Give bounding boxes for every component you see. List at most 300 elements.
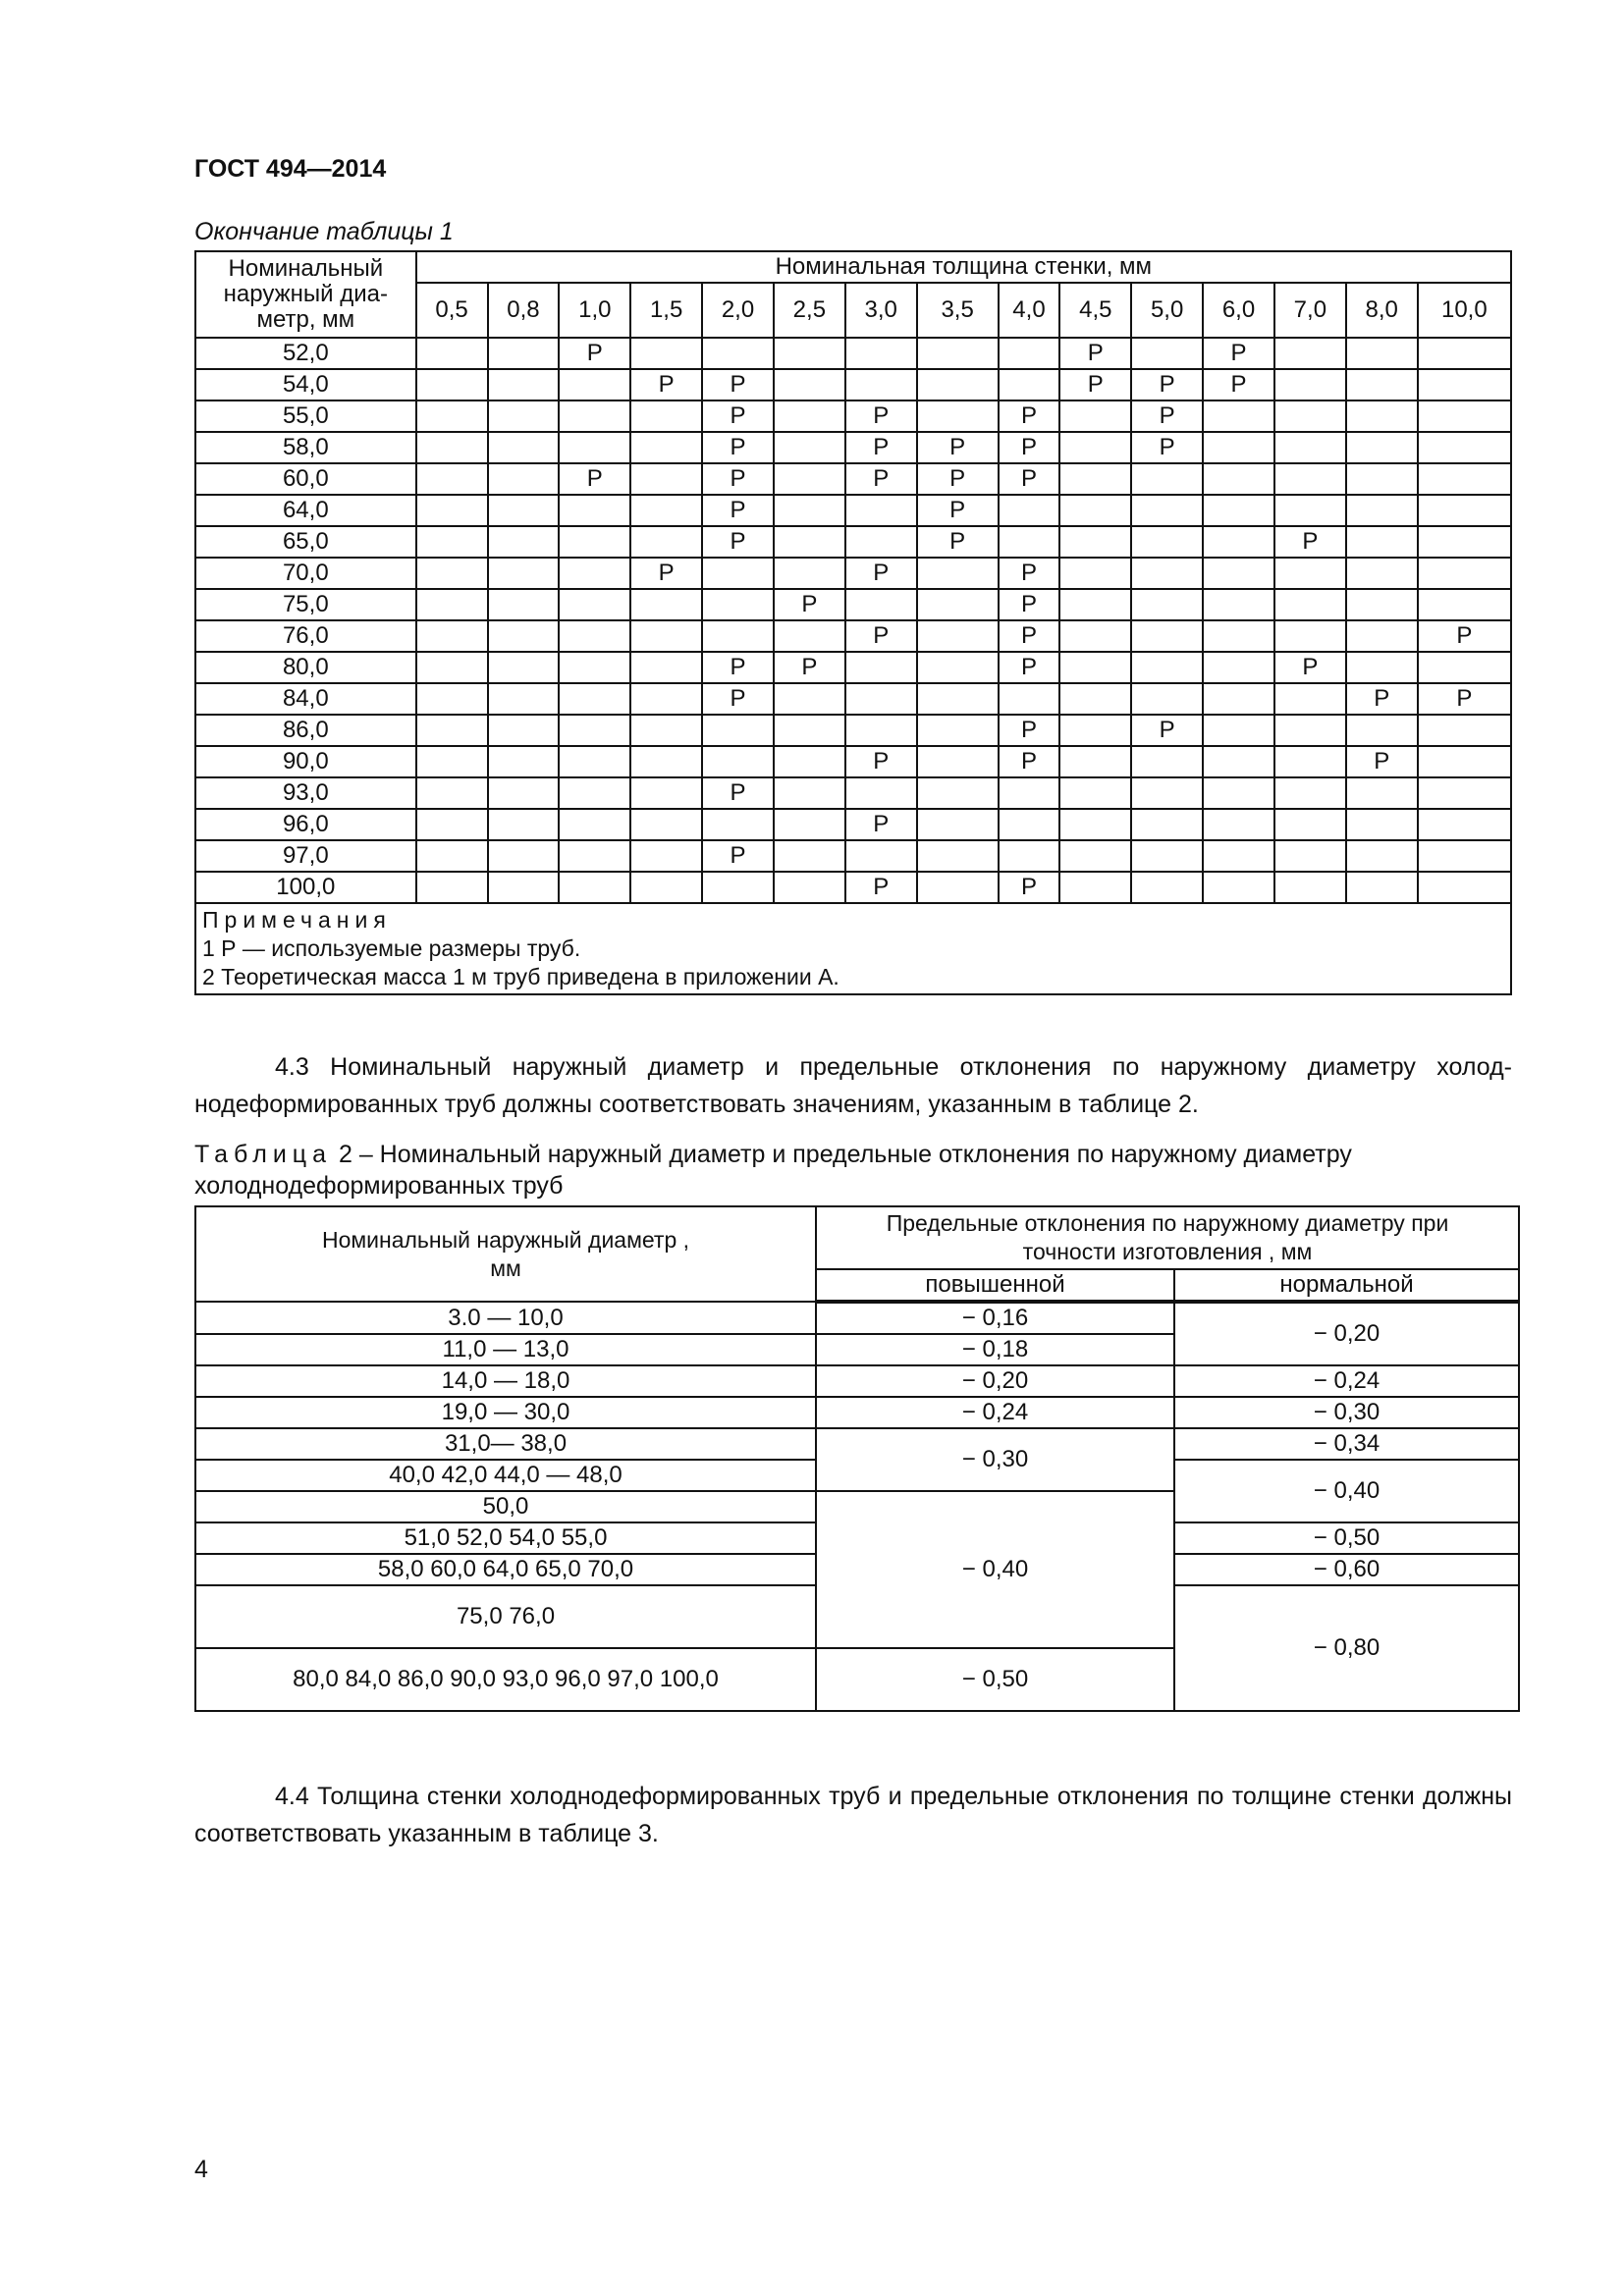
table1-thickness-header: 7,0 <box>1274 283 1346 338</box>
table1-mark-cell <box>774 463 845 495</box>
table1-mark-cell <box>559 809 630 840</box>
table1-mark-cell: Р <box>845 400 917 432</box>
table2-row-diameter: 40,0 42,0 44,0 — 48,0 <box>195 1460 816 1491</box>
table1-mark-cell <box>774 715 845 746</box>
table1-mark-cell <box>559 872 630 903</box>
table2-caption: Таблица 2 – Номинальный наружный диаметр и предельные отклонения по наружному диаметру холоднодеформированных труб <box>194 1141 1352 1200</box>
table1-mark-cell <box>559 746 630 777</box>
table1-mark-cell <box>1203 872 1274 903</box>
table1-mark-cell: Р <box>702 463 774 495</box>
table2-row-normal: − 0,40 <box>1174 1460 1519 1522</box>
table1-mark-cell <box>1418 558 1511 589</box>
table1-diameter-cell: 58,0 <box>195 432 416 463</box>
table1-mark-cell <box>845 840 917 872</box>
table2-row-normal: − 0,50 <box>1174 1522 1519 1554</box>
table1-mark-cell <box>1418 432 1511 463</box>
table1-mark-cell <box>1346 432 1418 463</box>
table1-mark-cell <box>917 777 999 809</box>
table1-mark-cell: Р <box>917 526 999 558</box>
table1-mark-cell <box>1346 589 1418 620</box>
table1-caption: Окончание таблицы 1 <box>194 218 454 245</box>
table1-row <box>195 495 1511 526</box>
table1-mark-cell <box>917 872 999 903</box>
table1-mark-cell <box>917 652 999 683</box>
table1-mark-cell <box>488 652 560 683</box>
table1-mark-cell: Р <box>1131 715 1203 746</box>
table1-diameter-cell: 80,0 <box>195 652 416 683</box>
table1-mark-cell: Р <box>845 620 917 652</box>
table1-mark-cell <box>1059 840 1131 872</box>
table1 <box>194 250 1512 995</box>
table1-mark-cell: Р <box>1131 432 1203 463</box>
table1-mark-cell <box>1203 652 1274 683</box>
table1-mark-cell <box>845 369 917 400</box>
table1-mark-cell: Р <box>1346 746 1418 777</box>
table1-mark-cell: Р <box>999 746 1060 777</box>
paragraph-4-4: 4.4 Толщина стенки холоднодеформированных труб и предельные отклонения по толщине стенки должны соответствовать указанным в таблице 3. <box>194 1783 1512 1847</box>
table1-mark-cell <box>559 620 630 652</box>
table2-row-increased: − 0,30 <box>816 1428 1174 1491</box>
table2-row-normal: − 0,30 <box>1174 1397 1519 1428</box>
table1-mark-cell <box>1418 840 1511 872</box>
table1-mark-cell <box>1418 872 1511 903</box>
table1-thickness-group-header: Номинальная толщина стенки, мм <box>416 251 1511 283</box>
table1-mark-cell <box>999 809 1060 840</box>
table1-mark-cell <box>1203 746 1274 777</box>
table1-mark-cell: Р <box>702 683 774 715</box>
table1-mark-cell <box>1203 589 1274 620</box>
table1-mark-cell <box>774 432 845 463</box>
table2-row-increased: − 0,20 <box>816 1365 1174 1397</box>
table1-mark-cell <box>999 526 1060 558</box>
table2-row-diameter: 75,0 76,0 <box>195 1585 816 1648</box>
table1-mark-cell <box>1418 463 1511 495</box>
table1-mark-cell <box>1274 715 1346 746</box>
table1-mark-cell: Р <box>845 432 917 463</box>
table1-row <box>195 369 1511 400</box>
table1-mark-cell <box>1203 840 1274 872</box>
table1-mark-cell: Р <box>702 432 774 463</box>
table1-mark-cell: Р <box>1346 683 1418 715</box>
table1-mark-cell <box>559 369 630 400</box>
table1-row <box>195 652 1511 683</box>
table1-mark-cell: Р <box>559 463 630 495</box>
table1-mark-cell <box>488 872 560 903</box>
table1-mark-cell <box>917 809 999 840</box>
table1-mark-cell <box>488 369 560 400</box>
table1-mark-cell <box>559 840 630 872</box>
table1-mark-cell <box>630 400 702 432</box>
table1-mark-cell <box>488 558 560 589</box>
table2-row-normal: − 0,20 <box>1174 1302 1519 1365</box>
table1-mark-cell <box>1418 589 1511 620</box>
table2-row-increased: − 0,50 <box>816 1648 1174 1711</box>
table1-mark-cell <box>559 526 630 558</box>
table2-row-normal: − 0,34 <box>1174 1428 1519 1460</box>
table1-mark-cell: Р <box>999 652 1060 683</box>
table1-mark-cell: Р <box>630 558 702 589</box>
table1-mark-cell <box>1274 400 1346 432</box>
table1-mark-cell <box>1131 589 1203 620</box>
table1-mark-cell <box>1059 715 1131 746</box>
table1-mark-cell <box>416 620 488 652</box>
table1-mark-cell <box>416 463 488 495</box>
table1-row <box>195 683 1511 715</box>
table1-mark-cell <box>917 400 999 432</box>
table1-mark-cell <box>1346 777 1418 809</box>
table1-mark-cell <box>999 683 1060 715</box>
table1-row <box>195 809 1511 840</box>
table1-mark-cell <box>630 432 702 463</box>
table1-mark-cell: Р <box>774 589 845 620</box>
table2-row-diameter: 14,0 — 18,0 <box>195 1365 816 1397</box>
table1-mark-cell <box>702 558 774 589</box>
table1-mark-cell <box>416 526 488 558</box>
table1-mark-cell <box>774 872 845 903</box>
table1-mark-cell <box>702 746 774 777</box>
table1-mark-cell <box>1418 495 1511 526</box>
table1-mark-cell <box>416 746 488 777</box>
table1-mark-cell <box>1418 526 1511 558</box>
table1-mark-cell <box>1346 558 1418 589</box>
table1-mark-cell <box>559 558 630 589</box>
table2-row-diameter: 58,0 60,0 64,0 65,0 70,0 <box>195 1554 816 1585</box>
table1-row <box>195 463 1511 495</box>
table1-mark-cell <box>845 495 917 526</box>
table1-mark-cell <box>1418 809 1511 840</box>
table1-mark-cell: Р <box>559 338 630 369</box>
table1-mark-cell <box>1274 777 1346 809</box>
table1-mark-cell <box>702 620 774 652</box>
table1-mark-cell <box>1418 777 1511 809</box>
table2-row-increased: − 0,16 <box>816 1302 1174 1334</box>
table1-mark-cell <box>1131 746 1203 777</box>
table1-mark-cell <box>845 715 917 746</box>
table1-mark-cell: Р <box>845 558 917 589</box>
table2-row-diameter: 11,0 — 13,0 <box>195 1334 816 1365</box>
table1-mark-cell: Р <box>999 620 1060 652</box>
table1-mark-cell <box>774 746 845 777</box>
table1-mark-cell <box>559 400 630 432</box>
table1-mark-cell <box>1274 683 1346 715</box>
table1-row <box>195 746 1511 777</box>
table1-mark-cell <box>1131 620 1203 652</box>
table1-mark-cell <box>488 400 560 432</box>
table1-mark-cell <box>1274 809 1346 840</box>
table1-mark-cell <box>1346 400 1418 432</box>
table1-notes <box>195 903 1511 994</box>
table1-mark-cell <box>1059 777 1131 809</box>
table1-mark-cell <box>1203 526 1274 558</box>
table1-diameter-cell: 70,0 <box>195 558 416 589</box>
table1-mark-cell <box>488 777 560 809</box>
table1-row <box>195 840 1511 872</box>
table1-mark-cell <box>416 400 488 432</box>
table1-mark-cell <box>845 526 917 558</box>
table1-mark-cell <box>774 840 845 872</box>
table2-row-diameter: 19,0 — 30,0 <box>195 1397 816 1428</box>
table1-mark-cell <box>630 589 702 620</box>
table1-mark-cell <box>1346 495 1418 526</box>
table1-diameter-cell: 100,0 <box>195 872 416 903</box>
table1-mark-cell: Р <box>1274 526 1346 558</box>
table2-row-normal: − 0,24 <box>1174 1365 1519 1397</box>
table1-mark-cell <box>1274 369 1346 400</box>
table2 <box>194 1205 1520 1712</box>
table1-mark-cell <box>630 809 702 840</box>
table1-thickness-header: 10,0 <box>1418 283 1511 338</box>
table1-thickness-header: 0,5 <box>416 283 488 338</box>
table1-mark-cell <box>416 432 488 463</box>
table1-mark-cell <box>774 338 845 369</box>
table1-mark-cell <box>774 558 845 589</box>
table1-mark-cell <box>488 495 560 526</box>
table1-mark-cell <box>702 715 774 746</box>
table1-mark-cell <box>1059 432 1131 463</box>
table1-mark-cell: Р <box>1274 652 1346 683</box>
table2-diameter-header: Номинальный наружный диаметр , мм <box>195 1206 816 1302</box>
table1-mark-cell <box>999 369 1060 400</box>
table1-diameter-cell: 97,0 <box>195 840 416 872</box>
table1-mark-cell <box>774 400 845 432</box>
table2-row-diameter: 3.0 — 10,0 <box>195 1302 816 1334</box>
table1-mark-cell <box>1131 840 1203 872</box>
table1-diameter-cell: 54,0 <box>195 369 416 400</box>
table1-mark-cell: Р <box>999 872 1060 903</box>
table1-row <box>195 526 1511 558</box>
table2-row-diameter: 80,0 84,0 86,0 90,0 93,0 96,0 97,0 100,0 <box>195 1648 816 1711</box>
table1-mark-cell <box>774 495 845 526</box>
standard-designation: ГОСТ 494—2014 <box>194 155 387 183</box>
table1-diameter-cell: 96,0 <box>195 809 416 840</box>
table1-mark-cell <box>1203 558 1274 589</box>
table1-mark-cell <box>1418 369 1511 400</box>
table1-mark-cell <box>1203 683 1274 715</box>
table1-mark-cell <box>559 777 630 809</box>
table1-diameter-cell: 55,0 <box>195 400 416 432</box>
table1-mark-cell <box>917 840 999 872</box>
table1-mark-cell: Р <box>917 432 999 463</box>
table1-mark-cell <box>1274 338 1346 369</box>
table1-mark-cell <box>630 715 702 746</box>
table1-row <box>195 400 1511 432</box>
table1-mark-cell <box>488 840 560 872</box>
table2-increased-header: повышенной <box>816 1269 1174 1302</box>
table1-mark-cell <box>416 369 488 400</box>
table1-mark-cell <box>488 338 560 369</box>
table1-mark-cell <box>1274 589 1346 620</box>
table1-mark-cell <box>1131 683 1203 715</box>
table1-thickness-header: 0,8 <box>488 283 560 338</box>
table1-mark-cell <box>917 683 999 715</box>
table1-mark-cell <box>1418 715 1511 746</box>
table1-mark-cell <box>1346 526 1418 558</box>
table1-thickness-header: 1,5 <box>630 283 702 338</box>
table2-row-increased: − 0,18 <box>816 1334 1174 1365</box>
table1-mark-cell <box>1131 526 1203 558</box>
table1-mark-cell <box>1059 746 1131 777</box>
notes-title: Примечания <box>202 907 392 933</box>
table1-mark-cell <box>1059 620 1131 652</box>
table1-mark-cell <box>559 683 630 715</box>
table1-mark-cell <box>845 683 917 715</box>
table1-mark-cell <box>559 432 630 463</box>
table1-mark-cell <box>416 683 488 715</box>
table1-mark-cell <box>1059 872 1131 903</box>
table1-mark-cell: Р <box>999 432 1060 463</box>
note-line: 1 Р — используемые размеры труб. <box>202 935 581 961</box>
table1-diameter-cell: 65,0 <box>195 526 416 558</box>
table1-mark-cell <box>702 872 774 903</box>
table1-row <box>195 777 1511 809</box>
table1-mark-cell <box>630 746 702 777</box>
table1-mark-cell <box>1131 872 1203 903</box>
table1-diameter-cell: 93,0 <box>195 777 416 809</box>
table1-mark-cell: Р <box>1131 369 1203 400</box>
table1-mark-cell <box>1059 589 1131 620</box>
table1-mark-cell <box>416 495 488 526</box>
table1-mark-cell <box>1274 495 1346 526</box>
table1-mark-cell: Р <box>702 526 774 558</box>
table1-mark-cell <box>488 432 560 463</box>
table1-mark-cell <box>1274 872 1346 903</box>
table2-row-normal: − 0,80 <box>1174 1585 1519 1711</box>
table1-mark-cell <box>1418 400 1511 432</box>
table1-mark-cell: Р <box>1203 338 1274 369</box>
table1-mark-cell: Р <box>1059 369 1131 400</box>
table1-mark-cell: Р <box>845 872 917 903</box>
table1-mark-cell <box>1059 495 1131 526</box>
table1-mark-cell <box>1274 746 1346 777</box>
table1-mark-cell <box>630 683 702 715</box>
table1-mark-cell <box>630 338 702 369</box>
table1-thickness-header: 3,0 <box>845 283 917 338</box>
table1-mark-cell <box>1131 495 1203 526</box>
table1-mark-cell <box>1346 369 1418 400</box>
table1-mark-cell <box>1203 620 1274 652</box>
table1-mark-cell <box>774 777 845 809</box>
table1-mark-cell <box>774 683 845 715</box>
table1-mark-cell <box>1346 715 1418 746</box>
table1-mark-cell <box>488 809 560 840</box>
table1-mark-cell <box>559 495 630 526</box>
table1-mark-cell <box>1418 746 1511 777</box>
table1-mark-cell <box>1346 809 1418 840</box>
table1-mark-cell <box>1131 777 1203 809</box>
table1-mark-cell <box>630 872 702 903</box>
table1-mark-cell: Р <box>917 495 999 526</box>
table1-mark-cell <box>1059 400 1131 432</box>
table1-mark-cell <box>1059 809 1131 840</box>
table1-mark-cell: Р <box>917 463 999 495</box>
table1-diameter-cell: 76,0 <box>195 620 416 652</box>
table1-mark-cell <box>630 495 702 526</box>
table1-mark-cell <box>1274 558 1346 589</box>
table1-thickness-header: 2,5 <box>774 283 845 338</box>
table1-mark-cell <box>1203 777 1274 809</box>
table1-mark-cell: Р <box>999 589 1060 620</box>
paragraph-4-3: 4.3 Номинальный наружный диаметр и предельные отклонения по наружному диаметру холод-нодеформированных труб должны соответствовать значениям, указанным в таблице 2. <box>194 1053 1512 1118</box>
table1-mark-cell <box>1418 338 1511 369</box>
table1-diameter-cell: 52,0 <box>195 338 416 369</box>
table1-diameter-cell: 60,0 <box>195 463 416 495</box>
table1-mark-cell <box>917 369 999 400</box>
table1-mark-cell: Р <box>702 400 774 432</box>
table1-mark-cell <box>1203 495 1274 526</box>
table1-row <box>195 872 1511 903</box>
table1-mark-cell <box>416 338 488 369</box>
table1-mark-cell: Р <box>999 400 1060 432</box>
table1-mark-cell <box>1274 463 1346 495</box>
table1-mark-cell <box>774 809 845 840</box>
table1-mark-cell <box>488 463 560 495</box>
table1-thickness-header: 4,5 <box>1059 283 1131 338</box>
table1-mark-cell <box>917 589 999 620</box>
table1-diameter-cell: 75,0 <box>195 589 416 620</box>
table1-mark-cell <box>917 620 999 652</box>
table1-mark-cell: Р <box>630 369 702 400</box>
table1-mark-cell <box>488 589 560 620</box>
table1-mark-cell <box>630 620 702 652</box>
table1-mark-cell: Р <box>845 463 917 495</box>
table1-mark-cell: Р <box>1059 338 1131 369</box>
table1-mark-cell <box>416 715 488 746</box>
table2-row-diameter: 31,0— 38,0 <box>195 1428 816 1460</box>
table1-mark-cell <box>416 777 488 809</box>
table1-thickness-header: 8,0 <box>1346 283 1418 338</box>
table1-mark-cell <box>917 715 999 746</box>
table1-mark-cell <box>1059 558 1131 589</box>
table1-mark-cell <box>630 777 702 809</box>
table1-mark-cell: Р <box>702 369 774 400</box>
table1-mark-cell <box>702 809 774 840</box>
table1-mark-cell: Р <box>1131 400 1203 432</box>
table1-mark-cell: Р <box>1418 620 1511 652</box>
table1-thickness-header: 2,0 <box>702 283 774 338</box>
table1-mark-cell <box>488 715 560 746</box>
table1-row <box>195 715 1511 746</box>
table1-mark-cell <box>845 652 917 683</box>
table1-mark-cell <box>1203 432 1274 463</box>
table1-mark-cell <box>1346 463 1418 495</box>
table2-row-increased: − 0,24 <box>816 1397 1174 1428</box>
table2-normal-header: нормальной <box>1174 1269 1519 1302</box>
table1-thickness-header: 3,5 <box>917 283 999 338</box>
table1-mark-cell <box>416 809 488 840</box>
table1-mark-cell: Р <box>774 652 845 683</box>
table1-mark-cell <box>1059 463 1131 495</box>
table1-mark-cell <box>630 652 702 683</box>
table1-mark-cell <box>1059 652 1131 683</box>
table1-mark-cell <box>416 558 488 589</box>
table1-row <box>195 620 1511 652</box>
table1-mark-cell <box>1274 432 1346 463</box>
table1-mark-cell <box>559 715 630 746</box>
table1-mark-cell: Р <box>845 809 917 840</box>
table1-mark-cell: Р <box>845 746 917 777</box>
table1-diameter-header: Номинальный наружный диа-метр, мм <box>195 251 416 338</box>
table1-mark-cell <box>1346 840 1418 872</box>
table1-mark-cell <box>1059 683 1131 715</box>
table1-mark-cell: Р <box>702 495 774 526</box>
table1-mark-cell <box>1203 400 1274 432</box>
table1-mark-cell <box>917 746 999 777</box>
table1-diameter-cell: 86,0 <box>195 715 416 746</box>
table1-mark-cell <box>1131 558 1203 589</box>
table1-mark-cell <box>1346 652 1418 683</box>
table1-mark-cell <box>559 589 630 620</box>
table1-mark-cell <box>416 840 488 872</box>
